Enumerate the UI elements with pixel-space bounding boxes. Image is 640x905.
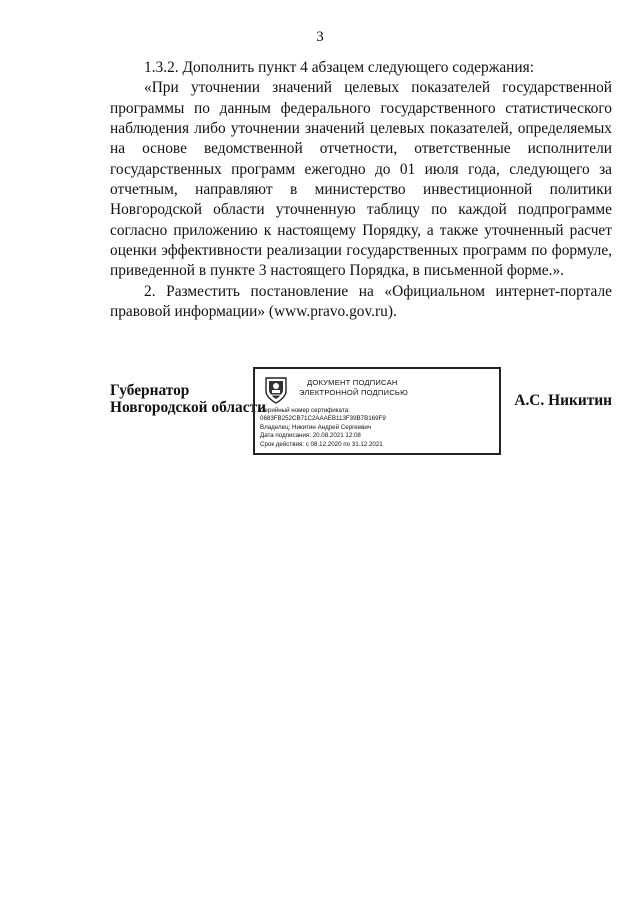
signatory-name: А.С. Никитин: [514, 392, 612, 409]
stamp-validity: Срок действия: с 08.12.2020 по 31.12.2021: [260, 440, 383, 448]
stamp-serial-value: 0683FB252CB71C2AAAEB113F39B7B169F9: [260, 415, 386, 423]
stamp-title: [299, 378, 408, 398]
stamp-title-line1: ДОКУМЕНТ ПОДПИСАН: [307, 378, 398, 387]
paragraph-amendment-heading: 1.3.2. Дополнить пункт 4 абзацем следующего содержания:: [144, 59, 534, 76]
paragraph-amendment-text: «При уточнении значений целевых показателей государственной программы по данным федерального государственного статистического наблюдения либо уточнении значений целевых показателей, определяемых на основе ведомственной отчетности, ответственные исполнители государственных программ ежегодно до 01 июля года, следующего за отчетным, направляют в министерство инвестиционной политики Новгородской области уточненную таблицу по каждой подпрограмме согласно приложению к настоящему Порядку, а также уточненный расчет оценки эффективности реализации государственных программ по формуле, приведенной в пункте 3 настоящего Порядка, в письменной форме.».: [110, 79, 612, 280]
stamp-serial-label: Серийный номер сертификата:: [260, 407, 350, 414]
electronic-signature-stamp: [253, 367, 501, 455]
signatory-position-line2: Новгородской области: [110, 399, 266, 416]
signatory-position: [110, 382, 266, 416]
stamp-signed-date: Дата подписания: 20.08.2021 12:08: [260, 432, 361, 440]
stamp-owner: Владелец: Никитин Андрей Сергеевич: [260, 423, 372, 431]
document-body: [110, 58, 612, 322]
stamp-details: [260, 407, 386, 449]
signatory-position-line1: Губернатор: [110, 382, 190, 399]
stamp-title-line2: ЭЛЕКТРОННОЙ ПОДПИСЬЮ: [299, 388, 408, 397]
coat-of-arms-icon: [261, 375, 291, 405]
page-number: 3: [316, 29, 324, 45]
paragraph-publication: 2. Разместить постановление на «Официальном интернет-портале правовой информации» (www.pravo.gov.ru).: [110, 282, 612, 321]
